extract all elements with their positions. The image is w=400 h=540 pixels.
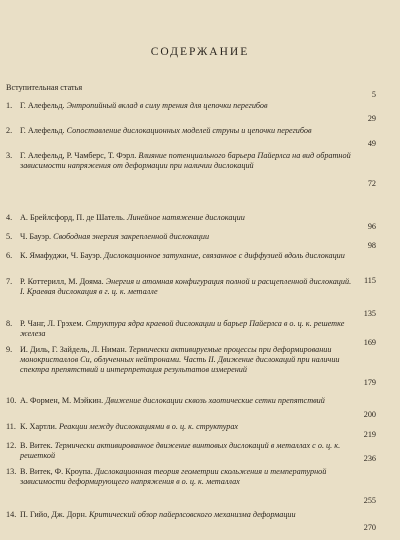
entry-text: Термически активированное движение винтовых дислокаций в металлах с о. ц. к. решеткой [20, 441, 341, 460]
entry-title [20, 232, 355, 242]
entry-number: 13. [6, 467, 17, 476]
entry-number: 11. [6, 422, 16, 431]
entry-number: 2. [6, 126, 13, 135]
toc-entry [0, 467, 400, 507]
entry-title [20, 319, 355, 339]
entry-text: Движение дислокации сквозь хаотические сетки препятствий [105, 396, 325, 405]
entry-authors: К. Хартли. [20, 422, 60, 431]
entry-number: 1. [6, 101, 13, 110]
entry-number: 10. [6, 396, 17, 405]
entry-text: Линейное натяжение дислокации [126, 213, 245, 222]
entry-title [20, 126, 355, 136]
entry-text: Структура ядра краевой дислокации и барьер Пайерлса в о. ц. к. решетке железа [20, 319, 345, 338]
toc-entry [0, 232, 400, 252]
toc-entry [0, 345, 400, 395]
entry-authors: В. Витек. [20, 441, 55, 450]
entry-title [20, 396, 355, 406]
entry-title [20, 441, 355, 461]
entry-title [20, 345, 355, 375]
entry-text: Энергия и атомная конфигурация полной и расщепленной дислокаций. I. Краевая дислокация в г. ц. к. металле [20, 277, 352, 296]
entry-number: 8. [6, 319, 13, 328]
toc-entry [0, 213, 400, 233]
entry-text: Вступительная статья [6, 83, 83, 92]
entry-page-number: 5 [371, 90, 376, 99]
entry-page-number: 49 [367, 139, 376, 148]
entry-title [6, 83, 341, 93]
entry-authors: Г. Алефельд, Р. Чамберс, Т. Фэрл. [20, 151, 139, 160]
entry-authors: Р. Чанг, Л. Грэхем. [20, 319, 86, 328]
entry-page-number: 219 [363, 430, 376, 439]
entry-authors: Г. Алефельд. [20, 126, 67, 135]
entry-title [20, 151, 355, 171]
entry-number: 6. [6, 251, 13, 260]
entry-page-number: 72 [367, 179, 376, 188]
entry-number: 9. [6, 345, 13, 354]
entry-text: Дислокационное затухание, связанное с диффузией вдоль дислокации [103, 251, 345, 260]
entry-text: Сопоставление дислокационных моделей струны и цепочки перегибов [66, 126, 312, 135]
toc-entry [0, 510, 400, 540]
entry-text: Реакции между дислокациями в о. ц. к. структурах [59, 422, 239, 431]
entry-page-number: 255 [363, 496, 376, 505]
toc-entry [0, 151, 400, 191]
entry-authors: В. Витек, Ф. Кроупа. [20, 467, 95, 476]
entry-number: 5. [6, 232, 13, 241]
entry-number: 7. [6, 277, 13, 286]
entry-page-number: 236 [363, 454, 376, 463]
entry-title [20, 101, 355, 111]
entry-page-number: 29 [367, 114, 376, 123]
entry-text: Свободная энергия закрепленной дислокации [53, 232, 210, 241]
entry-title [20, 213, 355, 223]
entry-authors: А. Брейлсфорд, П. де Шатель. [20, 213, 127, 222]
entry-authors: А. Формен, М. Мэйкин. [20, 396, 106, 405]
entry-title [20, 422, 355, 432]
entry-text: Влияние потенциального барьера Пайерлса на вид обратной зависимости напряжения от деформации при наличии дислокаций [20, 151, 351, 170]
entry-text: Критический обзор пайерлсовского механизма деформации [88, 510, 296, 519]
entry-page-number: 169 [363, 338, 376, 347]
entry-page-number: 135 [363, 309, 376, 318]
page-title: СОДЕРЖАНИЕ [150, 46, 250, 58]
toc-entry [0, 277, 400, 317]
entry-authors: К. Ямафуджи, Ч. Бауэр. [20, 251, 104, 260]
entry-page-number: 200 [363, 410, 376, 419]
entry-title [20, 277, 355, 297]
entry-authors: П. Гийо, Дж. Дорн. [20, 510, 89, 519]
entry-title [20, 510, 355, 520]
entry-authors: И. Диль, Г. Зайдель, Л. Ниман. [20, 345, 129, 354]
toc-entry [0, 422, 400, 442]
entry-page-number: 179 [363, 378, 376, 387]
entry-title [20, 467, 355, 487]
entry-page-number: 96 [367, 222, 376, 231]
entry-page-number: 98 [367, 241, 376, 250]
entry-text: Энтропийный вклад в силу трения для цепочки перегибов [66, 101, 268, 110]
entry-number: 14. [6, 510, 17, 519]
toc-entry [0, 83, 400, 103]
entry-number: 12. [6, 441, 17, 450]
entry-authors: Г. Алефельд. [20, 101, 67, 110]
entry-text: Термически активируемые процессы при деформировании монокристаллов Cu, облученных нейтронами. Часть II. Движение дислокаций при наличии спектра препятствий и интерпретация результатов измерений [20, 345, 340, 374]
entry-page-number: 115 [364, 276, 376, 285]
entry-page-number: 270 [363, 523, 376, 532]
entry-number: 3. [6, 151, 13, 160]
entry-text: Дислокационная теория геометрии скольжения и температурной зависимости деформирующего напряжения в о. ц. к. металлах [20, 467, 327, 486]
entry-title [20, 251, 355, 261]
entry-authors: Р. Коттерилл, М. Доямa. [20, 277, 106, 286]
entry-number: 4. [6, 213, 13, 222]
entry-authors: Ч. Бауэр. [20, 232, 54, 241]
